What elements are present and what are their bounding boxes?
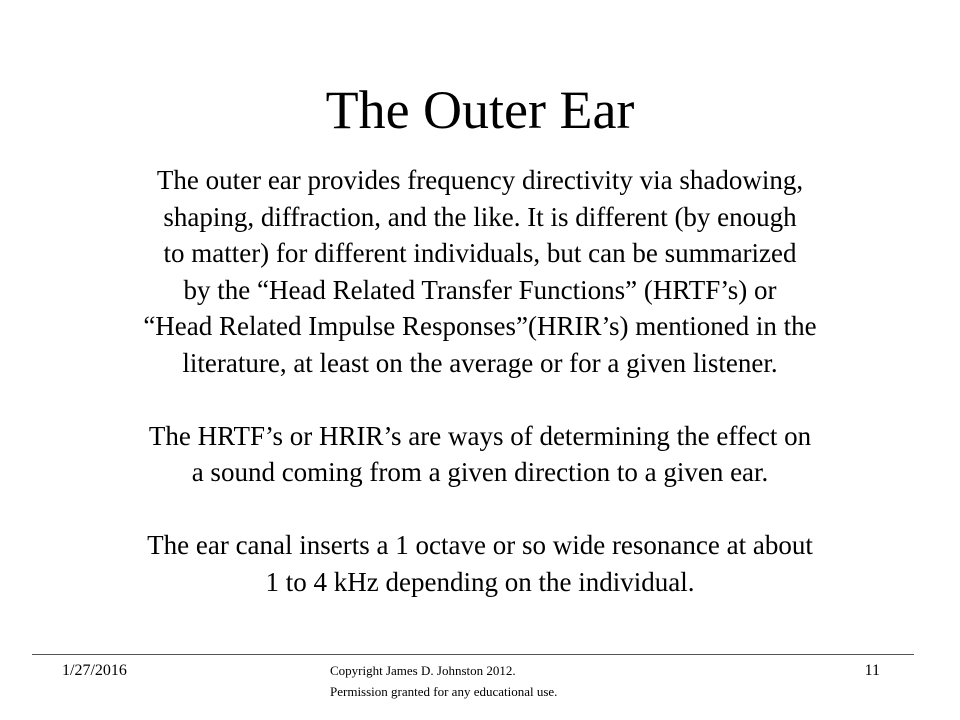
paragraph-spacer	[40, 491, 920, 528]
text-line: The outer ear provides frequency directivity via shadowing,	[156, 165, 804, 195]
text-line: by the “Head Related Transfer Functions” (HRTF’s) or	[183, 274, 777, 305]
text-line: shaping, diffraction, and the like. It is different (by enough	[163, 201, 797, 232]
page-number: 11	[864, 662, 880, 679]
copyright-notice: Copyright James D. Johnston 2012.	[330, 663, 516, 678]
text-line: literature, at least on the average or for a given listener.	[182, 347, 778, 378]
text-line: 1 to 4 kHz depending on the individual.	[265, 566, 695, 597]
text-line: “Head Related Impulse Responses”(HRIR’s) mentioned in the	[143, 311, 817, 341]
paragraph-hrtf-definition	[40, 418, 920, 491]
text-line: to matter) for different individuals, but can be summarized	[163, 238, 797, 268]
paragraph-spacer	[40, 381, 920, 418]
footer-copyright	[330, 660, 557, 702]
footer-date: 1/27/2016	[62, 662, 127, 679]
footer-divider	[32, 654, 914, 655]
slide-body	[40, 162, 920, 600]
slide-title: The Outer Ear	[325, 80, 635, 140]
text-line: a sound coming from a given direction to a given ear.	[191, 457, 769, 487]
paragraph-ear-canal-resonance	[40, 527, 920, 600]
text-line: The HRTF’s or HRIR’s are ways of determining the effect on	[148, 420, 812, 451]
permission-notice: Permission granted for any educational use.	[330, 684, 558, 699]
text-line: The ear canal inserts a 1 octave or so wide resonance at about	[147, 530, 813, 560]
paragraph-outer-ear-description	[40, 162, 920, 381]
